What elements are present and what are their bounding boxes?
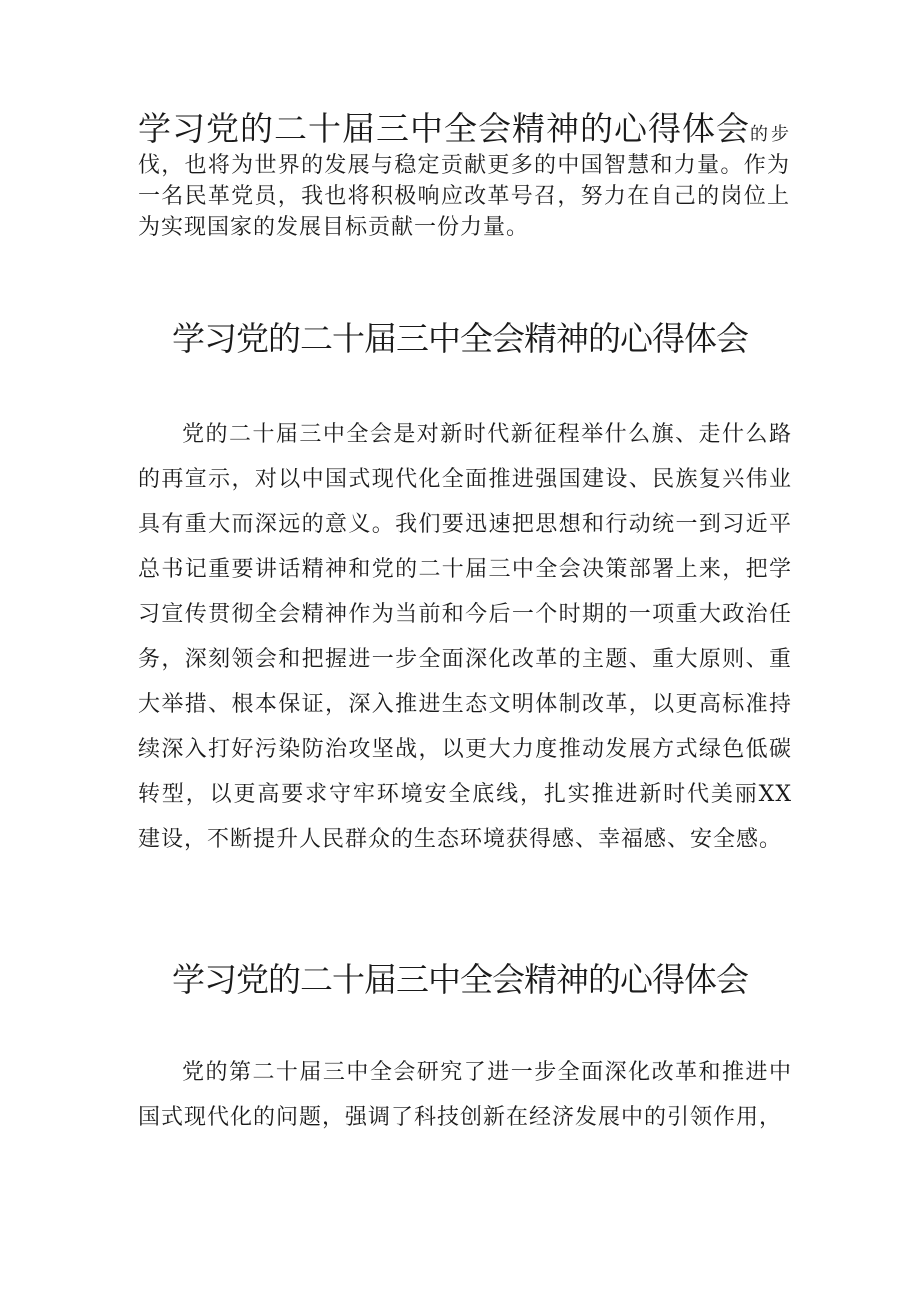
section-three-body: 党的第二十届三中全会研究了进一步全面深化改革和推进中国式现代化的问题，强调了科技创新在经济发展中的引领作用， (138, 1060, 792, 1130)
continuation-start: 的步 (750, 124, 790, 145)
section-one-body (138, 108, 790, 243)
section-one (138, 108, 790, 243)
continuation-text: 伐，也将为世界的发展与稳定贡献更多的中国智慧和力量。作为一名民革党员，我也将积极响应改革号召，努力在自己的岗位上为实现国家的发展目标贡献一份力量。 (138, 153, 790, 240)
section-three-title: 学习党的二十届三中全会精神的心得体会 (172, 960, 748, 999)
overlapping-title: 学习党的二十届三中全会精神的心得体会 (138, 109, 750, 148)
section-two-title: 学习党的二十届三中全会精神的心得体会 (172, 319, 748, 358)
section-two-body: 党的二十届三中全会是对新时代新征程举什么旗、走什么路的再宣示，对以中国式现代化全面推进强国建设、民族复兴伟业具有重大而深远的意义。我们要迅速把思想和行动统一到习近平总书记重要讲话精神和党的二十届三中全会决策部署上来，把学习宣传贯彻全会精神作为当前和今后一个时期的一项重大政治任务，深刻领会和把握进一步全面深化改革的主题、重大原则、重大举措、根本保证，深入推进生态文明体制改革，以更高标准持续深入打好污染防治攻坚战，以更大力度推动发展方式绿色低碳转型，以更高要求守牢环境安全底线，扎实推进新时代美丽XX建设，不断提升人民群众的生态环境获得感、幸福感、安全感。 (138, 422, 792, 852)
